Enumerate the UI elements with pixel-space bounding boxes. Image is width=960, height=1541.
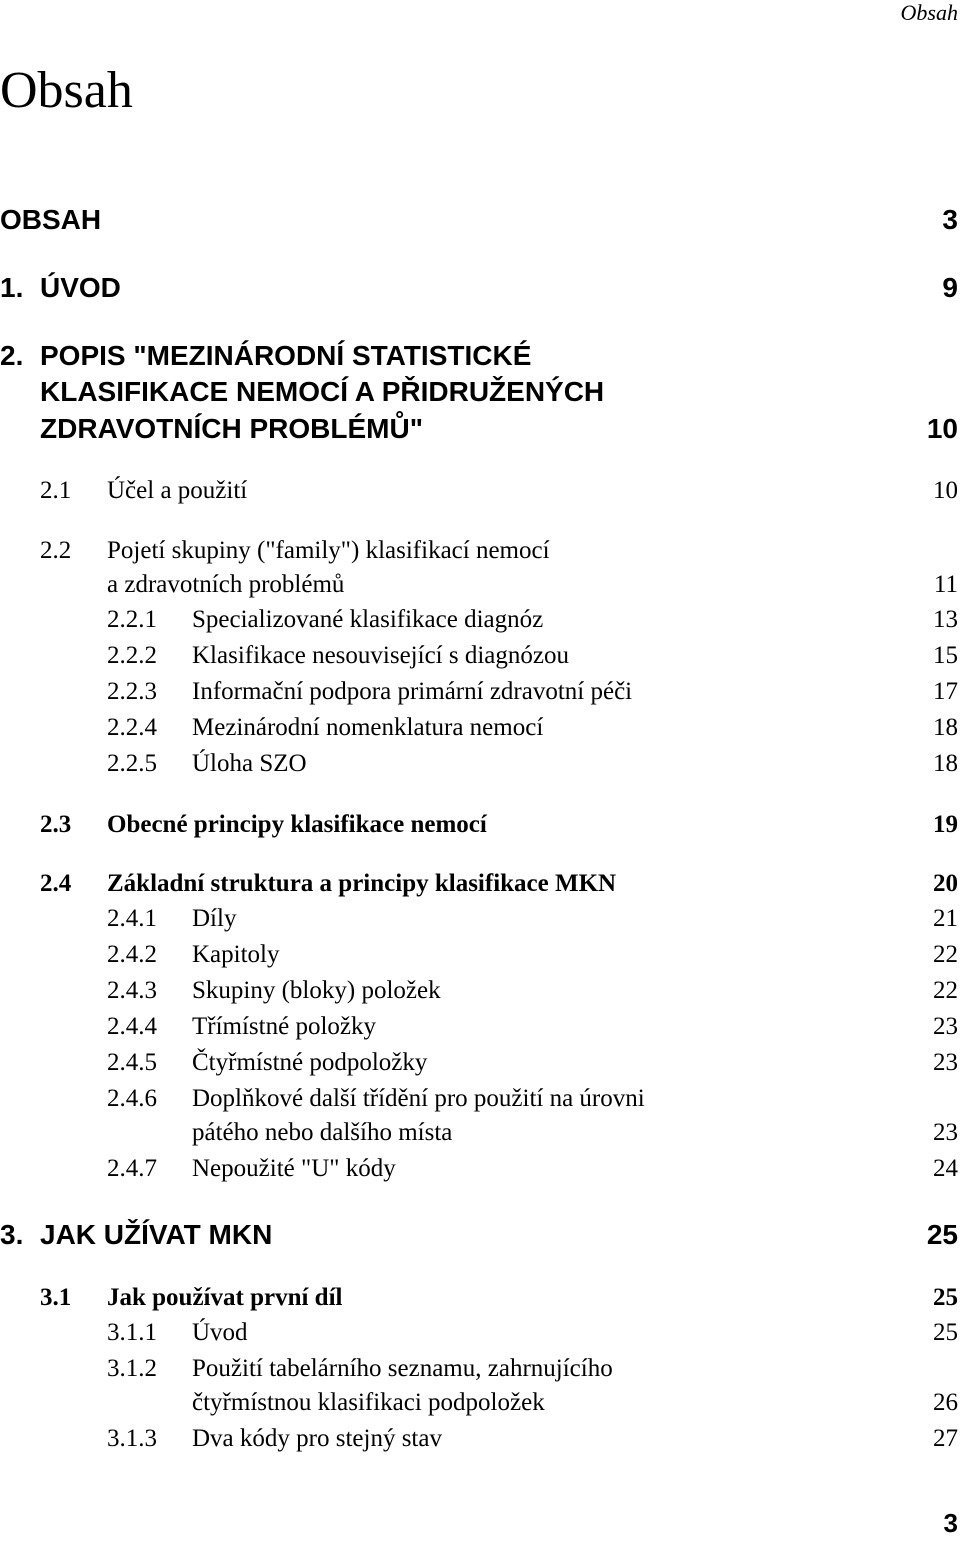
toc-page: 25 [926, 1219, 958, 1250]
toc-text: Informační podpora primární zdravotní péči [192, 678, 633, 705]
toc-text: Úvod [192, 1319, 248, 1346]
toc-text: JAK UŽÍVAT MKN [40, 1219, 273, 1250]
toc-page: 23 [933, 1049, 958, 1076]
toc-entry-jak-uzivat[interactable] [0, 1217, 960, 1253]
toc-text: Dva kódy pro stejný stav [192, 1425, 442, 1452]
toc-number: 2.4.7 [107, 1155, 157, 1182]
toc-page: 18 [933, 750, 958, 777]
toc-entry-2-2-cont[interactable] [0, 567, 960, 603]
toc-entry-uvod[interactable] [0, 270, 960, 306]
toc-page: 20 [933, 870, 958, 897]
toc-entry-2-4-7[interactable] [0, 1151, 960, 1187]
toc-number: 3. [0, 1219, 24, 1250]
toc-page: 15 [933, 642, 958, 669]
toc-number: 2.2.1 [107, 606, 157, 633]
toc-number: 2.4.1 [107, 905, 157, 932]
toc-text: Pojetí skupiny ("family") klasifikací nemocí [107, 537, 550, 564]
toc-page: 9 [942, 272, 958, 303]
toc-entry-2-3[interactable] [0, 807, 960, 843]
toc-text: POPIS "MEZINÁRODNÍ STATISTICKÉ [40, 340, 532, 371]
toc-entry-2-4-2[interactable] [0, 937, 960, 973]
toc-number: 1. [0, 272, 24, 303]
toc-text: Třímístné položky [192, 1013, 376, 1040]
toc-number: 2.2.3 [107, 678, 157, 705]
toc-number: 2.4 [40, 870, 72, 897]
toc-text: Skupiny (bloky) položek [192, 977, 441, 1004]
toc-number: 3.1 [40, 1284, 72, 1311]
toc-entry-3-1-1[interactable] [0, 1315, 960, 1351]
toc-number: 2.2.4 [107, 714, 157, 741]
toc-entry-2-4-6-cont[interactable] [0, 1115, 960, 1151]
toc-entry-2-4[interactable] [0, 866, 960, 902]
toc-entry-2-4-5[interactable] [0, 1045, 960, 1081]
toc-text: Použití tabelárního seznamu, zahrnujícího [192, 1355, 613, 1382]
toc-page: 26 [933, 1389, 958, 1416]
toc-entry-3-1-2-cont[interactable] [0, 1385, 960, 1421]
toc-entry-2-2-3[interactable] [0, 674, 960, 710]
toc-entry-2-1[interactable] [0, 473, 960, 509]
toc-number: 2.4.6 [107, 1085, 157, 1112]
toc-number: 3.1.3 [107, 1425, 157, 1452]
toc-text: KLASIFIKACE NEMOCÍ A PŘIDRUŽENÝCH [40, 376, 605, 407]
toc-entry-2-2-5[interactable] [0, 746, 960, 782]
toc-number: 2. [0, 340, 24, 371]
toc-text: Doplňkové další třídění pro použití na úrovni [192, 1085, 645, 1112]
toc-page: 23 [933, 1119, 958, 1146]
toc-entry-2-4-6[interactable] [0, 1081, 960, 1117]
toc-text: Klasifikace nesouvisející s diagnózou [192, 642, 569, 669]
toc-page: 22 [933, 977, 958, 1004]
toc-text: Úloha SZO [192, 750, 307, 777]
toc-number: 3.1.2 [107, 1355, 157, 1382]
toc-number: 3.1.1 [107, 1319, 157, 1346]
toc-entry-3-1-2[interactable] [0, 1351, 960, 1387]
toc-number: 2.4.5 [107, 1049, 157, 1076]
toc-text: ÚVOD [40, 272, 121, 303]
toc-text: pátého nebo dalšího místa [192, 1119, 453, 1146]
toc-page: 22 [933, 941, 958, 968]
toc-page: 19 [933, 811, 958, 838]
toc-text: Kapitoly [192, 941, 280, 968]
toc-page: 13 [933, 606, 958, 633]
toc-text: Základní struktura a principy klasifikace MKN [107, 870, 617, 897]
toc-page: 27 [933, 1425, 958, 1452]
toc-text: ZDRAVOTNÍCH PROBLÉMŮ" [40, 413, 423, 444]
toc-text: a zdravotních problémů [107, 571, 345, 598]
toc-number: 2.3 [40, 811, 72, 838]
toc-text: Mezinárodní nomenklatura nemocí [192, 714, 544, 741]
toc-page: 24 [933, 1155, 958, 1182]
toc-number: 2.2 [40, 537, 72, 564]
toc-number: 2.4.4 [107, 1013, 157, 1040]
toc-page: 10 [926, 413, 958, 444]
toc-number: 2.4.2 [107, 941, 157, 968]
running-header: Obsah [900, 0, 958, 25]
toc-entry-popis-cont[interactable] [0, 374, 960, 410]
toc-page: 18 [933, 714, 958, 741]
toc-page: 25 [933, 1284, 958, 1311]
toc-entry-3-1[interactable] [0, 1280, 960, 1316]
toc-entry-2-4-3[interactable] [0, 973, 960, 1009]
toc-text: Účel a použití [107, 477, 248, 504]
toc-page: 3 [942, 204, 958, 235]
toc-number: 2.2.5 [107, 750, 157, 777]
toc-number: 2.1 [40, 477, 72, 504]
toc-text: Specializované klasifikace diagnóz [192, 606, 544, 633]
toc-text: Čtyřmístné podpoložky [192, 1049, 428, 1076]
toc-page: 21 [933, 905, 958, 932]
toc-entry-2-4-1[interactable] [0, 901, 960, 937]
toc-number: 2.4.3 [107, 977, 157, 1004]
toc-text: Nepoužité "U" kódy [192, 1155, 396, 1182]
toc-entry-3-1-3[interactable] [0, 1421, 960, 1457]
toc-page: 25 [933, 1319, 958, 1346]
page-number: 3 [943, 1508, 958, 1538]
toc-text: Díly [192, 905, 237, 932]
toc-page: 10 [933, 477, 958, 504]
toc-entry-2-2-1[interactable] [0, 602, 960, 638]
toc-page: 17 [933, 678, 958, 705]
toc-entry-popis-end[interactable] [0, 411, 960, 447]
toc-entry-2-2[interactable] [0, 533, 960, 569]
toc-text: Obecné principy klasifikace nemocí [107, 811, 487, 838]
toc-entry-2-2-4[interactable] [0, 710, 960, 746]
toc-text: OBSAH [0, 204, 102, 235]
toc-entry-2-2-2[interactable] [0, 638, 960, 674]
toc-entry-popis[interactable] [0, 338, 960, 374]
toc-page: 11 [933, 571, 958, 598]
toc-page: 23 [933, 1013, 958, 1040]
toc-number: 2.2.2 [107, 642, 157, 669]
toc-entry-2-4-4[interactable] [0, 1009, 960, 1045]
page-title: Obsah [0, 62, 133, 119]
toc-text: Jak používat první díl [107, 1284, 343, 1311]
toc-entry-obsah[interactable] [0, 202, 960, 238]
toc-text: čtyřmístnou klasifikaci podpoložek [192, 1389, 545, 1416]
